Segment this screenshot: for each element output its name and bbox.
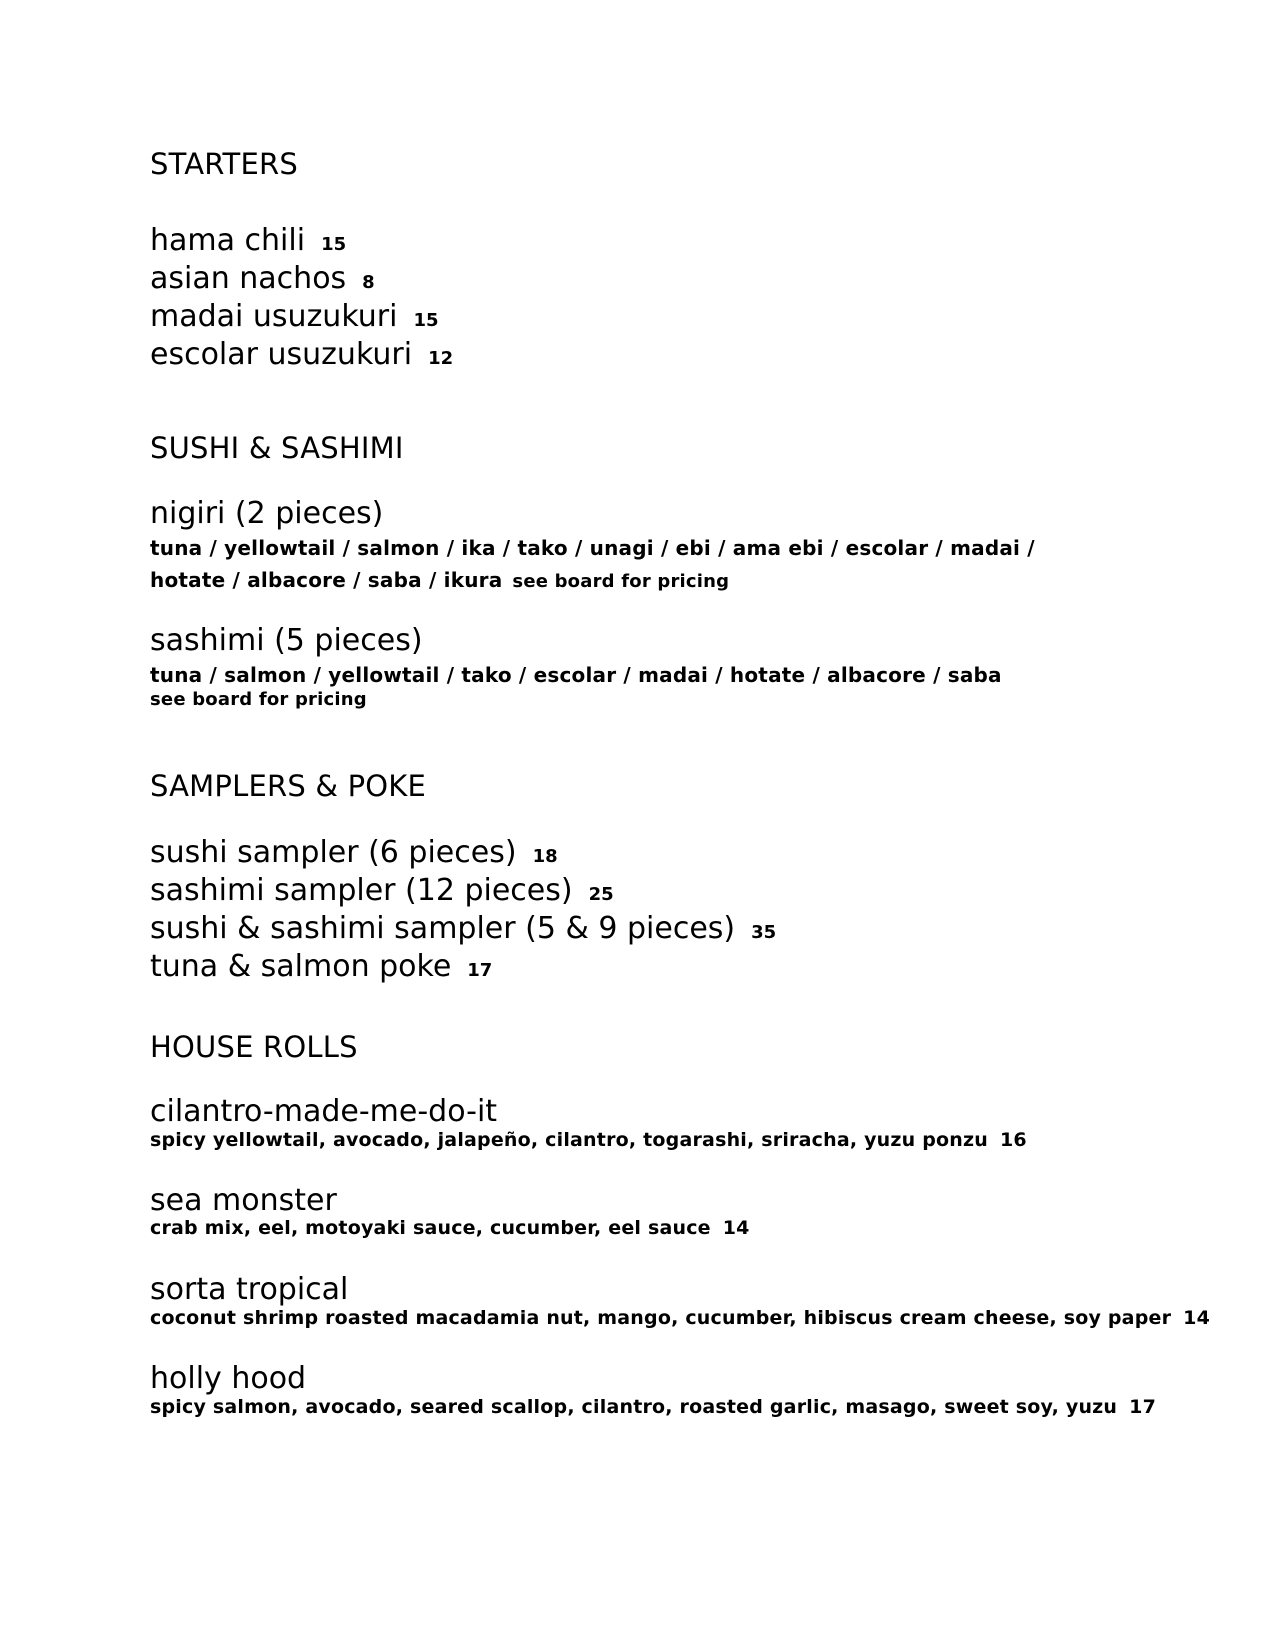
item-name: escolar usuzukuri (150, 337, 413, 372)
menu-item (150, 835, 558, 870)
menu-item (150, 911, 777, 946)
item-price: 25 (588, 884, 614, 905)
roll-ingredients: crab mix, eel, motoyaki sauce, cucumber, eel sauce (150, 1217, 711, 1239)
roll-price: 14 (1183, 1307, 1210, 1329)
roll-ingredients: coconut shrimp roasted macadamia nut, mango, cucumber, hibiscus cream cheese, soy paper (150, 1307, 1172, 1329)
item-name: hama chili (150, 223, 306, 258)
item-price: 15 (413, 310, 439, 331)
roll-description (150, 1398, 1156, 1417)
sashimi-options: tuna / salmon / yellowtail / tako / escolar / madai / hotate / albacore / saba (150, 663, 1002, 687)
pricing-note: see board for pricing (150, 689, 367, 710)
item-price: 17 (467, 960, 493, 981)
roll-description (150, 1309, 1210, 1328)
item-price: 18 (532, 846, 558, 867)
item-name: madai usuzukuri (150, 299, 398, 334)
item-price: 12 (428, 348, 454, 369)
item-price: 35 (751, 922, 777, 943)
pricing-note: see board for pricing (512, 571, 730, 592)
nigiri-options-line2 (150, 570, 729, 591)
item-price: 15 (321, 234, 347, 255)
item-name: sushi & sashimi sampler (5 & 9 pieces) (150, 911, 736, 946)
item-name: tuna & salmon poke (150, 949, 452, 984)
roll-name: holly hood (150, 1361, 307, 1396)
nigiri-title: nigiri (2 pieces) (150, 496, 384, 531)
menu-item (150, 299, 439, 334)
section-heading-samplers-poke: SAMPLERS & POKE (150, 769, 427, 803)
roll-name: sorta tropical (150, 1272, 349, 1307)
menu-item (150, 949, 493, 984)
roll-ingredients: spicy yellowtail, avocado, jalapeño, cilantro, togarashi, sriracha, yuzu ponzu (150, 1129, 988, 1151)
menu-item (150, 337, 454, 372)
section-heading-starters: STARTERS (150, 147, 298, 181)
roll-price: 17 (1129, 1396, 1156, 1418)
nigiri-options-line1: tuna / yellowtail / salmon / ika / tako / unagi / ebi / ama ebi / escolar / madai / (150, 536, 1035, 560)
menu-item (150, 873, 614, 908)
section-heading-sushi-sashimi: SUSHI & SASHIMI (150, 431, 404, 465)
roll-price: 16 (999, 1129, 1027, 1151)
roll-description (150, 1131, 1027, 1150)
roll-ingredients: spicy salmon, avocado, seared scallop, cilantro, roasted garlic, masago, sweet soy, yuzu (150, 1396, 1118, 1418)
item-name: sashimi sampler (12 pieces) (150, 873, 573, 908)
sashimi-title: sashimi (5 pieces) (150, 623, 423, 658)
section-heading-house-rolls: HOUSE ROLLS (150, 1030, 358, 1064)
menu-item (150, 223, 347, 258)
item-price: 8 (362, 272, 375, 293)
roll-name: cilantro-made-me-do-it (150, 1094, 498, 1129)
roll-name: sea monster (150, 1183, 337, 1218)
roll-description (150, 1219, 750, 1238)
item-name: sushi sampler (6 pieces) (150, 835, 517, 870)
item-name: asian nachos (150, 261, 347, 296)
nigiri-options: hotate / albacore / saba / ikura (150, 568, 503, 592)
roll-price: 14 (722, 1217, 750, 1239)
menu-item (150, 261, 375, 296)
